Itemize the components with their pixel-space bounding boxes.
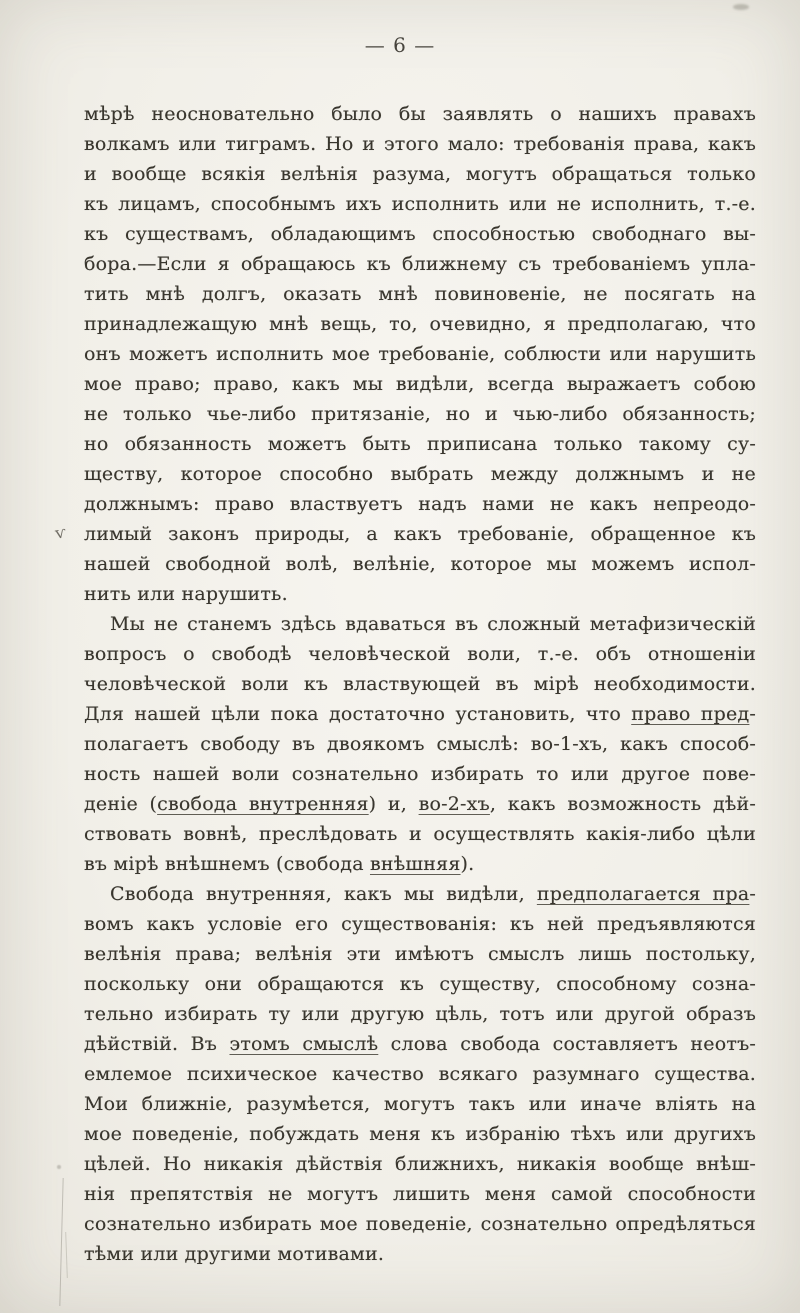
margin-pencil-mark: ѵ [53, 522, 68, 543]
text-line: принадлежащую мнѣ вещь, то, очевидно, я предполагаю, что [84, 313, 756, 335]
text-line: Мы не станемъ здѣсь вдаваться въ сложный метафизическій [110, 613, 756, 635]
text-line: ществу, которое способно выбрать между должнымъ и не [84, 463, 756, 485]
scan-crease-short [65, 1232, 68, 1278]
text-line: и вообще всякія велѣнія разума, могутъ обращаться только [84, 163, 756, 185]
text-line: онъ можетъ исполнить мое требованіе, соблюсти или нарушить [84, 343, 756, 365]
text-line: ность нашей воли сознательно избирать то или другое пове- [84, 763, 756, 785]
paragraph [84, 879, 756, 1269]
text-line: тить мнѣ долгъ, оказать мнѣ повиновеніе, не посягать на [84, 283, 756, 305]
text-line: мое поведеніе, побуждать меня къ избранію тѣхъ или другихъ [84, 1123, 756, 1145]
text-line: но обязанность можетъ быть приписана только такому су- [84, 433, 756, 455]
text-line: лимый законъ природы, а какъ требованіе, обращенное къ [84, 523, 756, 545]
text-line: поскольку они обращаются къ существу, способному созна- [84, 973, 756, 995]
text-block [84, 99, 756, 1269]
text-line: ствовать вовнѣ, преслѣдовать и осуществлять какія-либо цѣли [84, 823, 756, 845]
pencil-underline: право пред [631, 703, 750, 725]
text-line: должнымъ: право властвуетъ надъ нами не какъ непреодо- [84, 493, 756, 515]
text-line: человѣческой воли къ властвующей въ мірѣ необходимости. [84, 673, 756, 695]
text-line: вомъ какъ условіе его существованія: къ ней предъявляются [84, 913, 756, 935]
page-number: — 6 — [364, 33, 436, 57]
text-line: вопросъ о свободѣ человѣческой воли, т.-е. объ отношеніи [84, 643, 756, 665]
text-line: деніе (свобода внутренняя) и, во-2-хъ, какъ возможность дѣй- [84, 793, 756, 815]
pencil-underline: внѣшняя [369, 853, 461, 875]
pencil-underline: предполагается пра [536, 883, 750, 905]
scan-speck [57, 1165, 61, 1169]
text-line: сознательно избирать мое поведеніе, сознательно опредѣляться [84, 1213, 756, 1235]
text-line: тельно избирать ту или другую цѣль, тотъ или другой образъ [84, 1003, 756, 1025]
paragraph [84, 99, 756, 609]
text-line: мое право; право, какъ мы видѣли, всегда выражаетъ собою [84, 373, 756, 395]
text-line: волкамъ или тиграмъ. Но и этого мало: требованія права, какъ [84, 133, 756, 155]
text-line: Мои ближніе, разумѣется, могутъ такъ или иначе вліять на [84, 1093, 756, 1115]
text-line: велѣнія права; велѣнія эти имѣютъ смыслъ лишь постольку, [84, 943, 756, 965]
pencil-underline: этомъ смыслѣ [229, 1033, 379, 1055]
text-line: мѣрѣ неосновательно было бы заявлять о нашихъ правахъ [84, 103, 756, 125]
pencil-underline: во-2-хъ [418, 793, 490, 815]
text-line: не только чье-либо притязаніе, но и чью-либо обязанность; [84, 403, 756, 425]
text-line: къ лицамъ, способнымъ ихъ исполнить или не исполнить, т.-е. [84, 193, 756, 215]
text-line: нія препятствія не могутъ лишить меня самой способности [84, 1183, 756, 1205]
text-line: цѣлей. Но никакія дѣйствія ближнихъ, никакія вообще внѣш- [84, 1153, 756, 1175]
paragraph [84, 609, 756, 879]
text-line: въ мірѣ внѣшнемъ (свобода внѣшняя). [84, 853, 475, 875]
text-line: бора.—Если я обращаюсь къ ближнему съ требованіемъ упла- [84, 253, 756, 275]
text-line: дѣйствій. Въ этомъ смыслѣ слова свобода составляетъ неотъ- [84, 1033, 756, 1055]
text-line: тѣми или другими мотивами. [84, 1243, 385, 1265]
pencil-underline: свобода внутренняя [157, 793, 369, 815]
text-line: нить или нарушить. [84, 583, 288, 605]
text-line: полагаетъ свободу въ двоякомъ смыслѣ: во-1-хъ, какъ способ- [84, 733, 756, 755]
text-line: нашей свободной волѣ, велѣніе, которое мы можемъ испол- [84, 553, 756, 575]
scan-crease [59, 1178, 63, 1306]
text-line: Для нашей цѣли пока достаточно установить, что право пред- [84, 703, 756, 725]
text-line: къ существамъ, обладающимъ способностью свободнаго вы- [84, 223, 756, 245]
text-line: емлемое психическое качество всякаго разумнаго существа. [84, 1063, 756, 1085]
text-line: Свобода внутренняя, какъ мы видѣли, предполагается пра- [110, 883, 756, 905]
scan-speck [733, 4, 749, 10]
